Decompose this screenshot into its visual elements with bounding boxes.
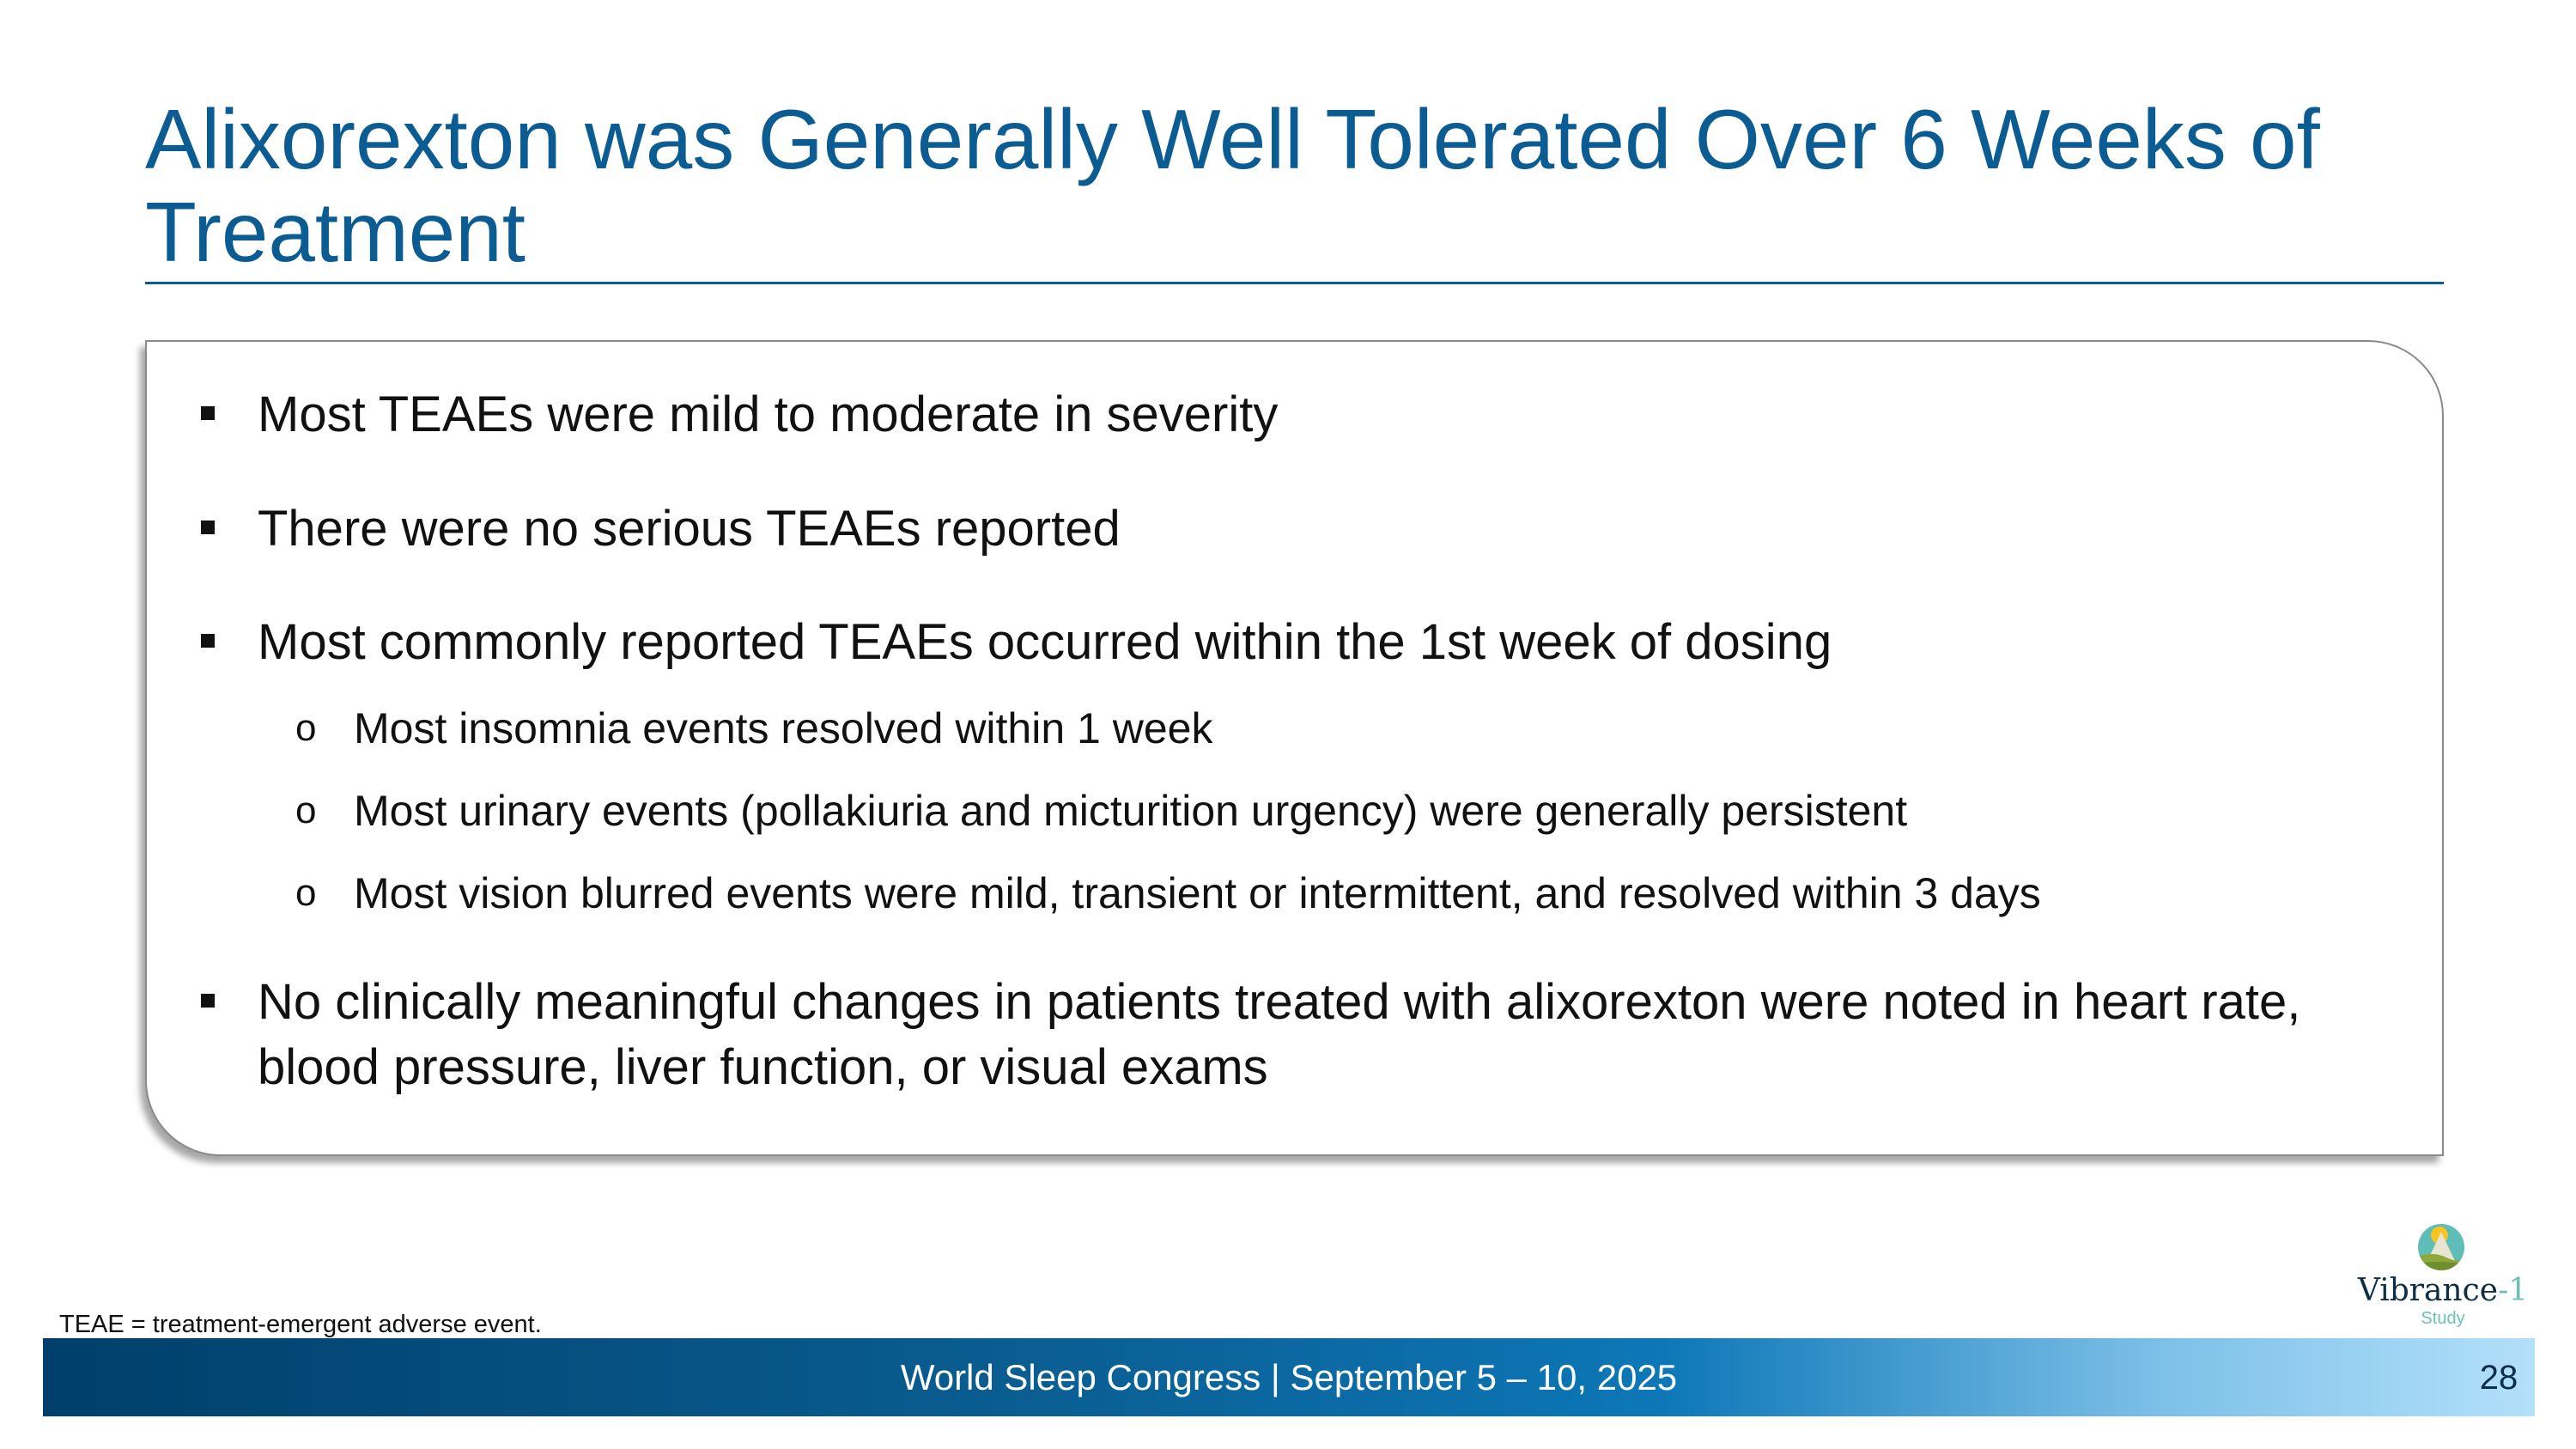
page-number: 28 — [2479, 1359, 2518, 1397]
footer-text: World Sleep Congress | September 5 – 10, 2025 — [900, 1357, 1678, 1397]
circle-bullet-icon: o — [295, 707, 317, 749]
circle-bullet-icon: o — [295, 872, 317, 914]
logo-name: Vibrance — [2357, 1273, 2499, 1308]
slide-title: Alixorexton was Generally Well Tolerated Over 6 Weeks of Treatment — [145, 92, 2320, 279]
vibrance-logo — [2353, 1220, 2533, 1331]
logo-suffix: -1 — [2498, 1273, 2529, 1308]
footer-band — [43, 1338, 2535, 1416]
mountain-sun-icon — [2415, 1221, 2467, 1273]
sub-bullet-item — [295, 868, 2041, 919]
sub-bullet-text: Most insomnia events resolved within 1 week — [354, 704, 1213, 752]
bullet-text: Most commonly reported TEAEs occurred within the 1st week of dosing — [258, 614, 1832, 670]
bullet-item — [258, 610, 2370, 675]
bullet-item — [258, 496, 2370, 562]
footnote: TEAE = treatment-emergent adverse event. — [59, 1311, 542, 1338]
sub-bullet-text: Most urinary events (pollakiuria and micturition urgency) were generally persistent — [354, 787, 1908, 835]
square-bullet-icon — [201, 994, 215, 1008]
circle-bullet-icon: o — [295, 789, 317, 831]
sub-bullet-item — [295, 785, 1908, 837]
square-bullet-icon — [201, 634, 215, 648]
bullet-text: Most TEAEs were mild to moderate in severity — [258, 387, 1279, 442]
square-bullet-icon — [201, 521, 215, 534]
bullet-item — [258, 970, 2370, 1100]
title-divider — [145, 282, 2444, 284]
logo-subtitle: Study — [2421, 1309, 2465, 1328]
sub-bullet-item — [295, 703, 1213, 754]
bullet-text: There were no serious TEAEs reported — [258, 501, 1121, 557]
bullet-item — [258, 382, 2370, 447]
square-bullet-icon — [201, 406, 215, 420]
bullet-text: No clinically meaningful changes in patients treated with alixorexton were noted in heart rate, blood pressure, liver function, or visual exams — [258, 974, 2301, 1095]
sub-bullet-text: Most vision blurred events were mild, transient or intermittent, and resolved within 3 days — [354, 869, 2041, 917]
